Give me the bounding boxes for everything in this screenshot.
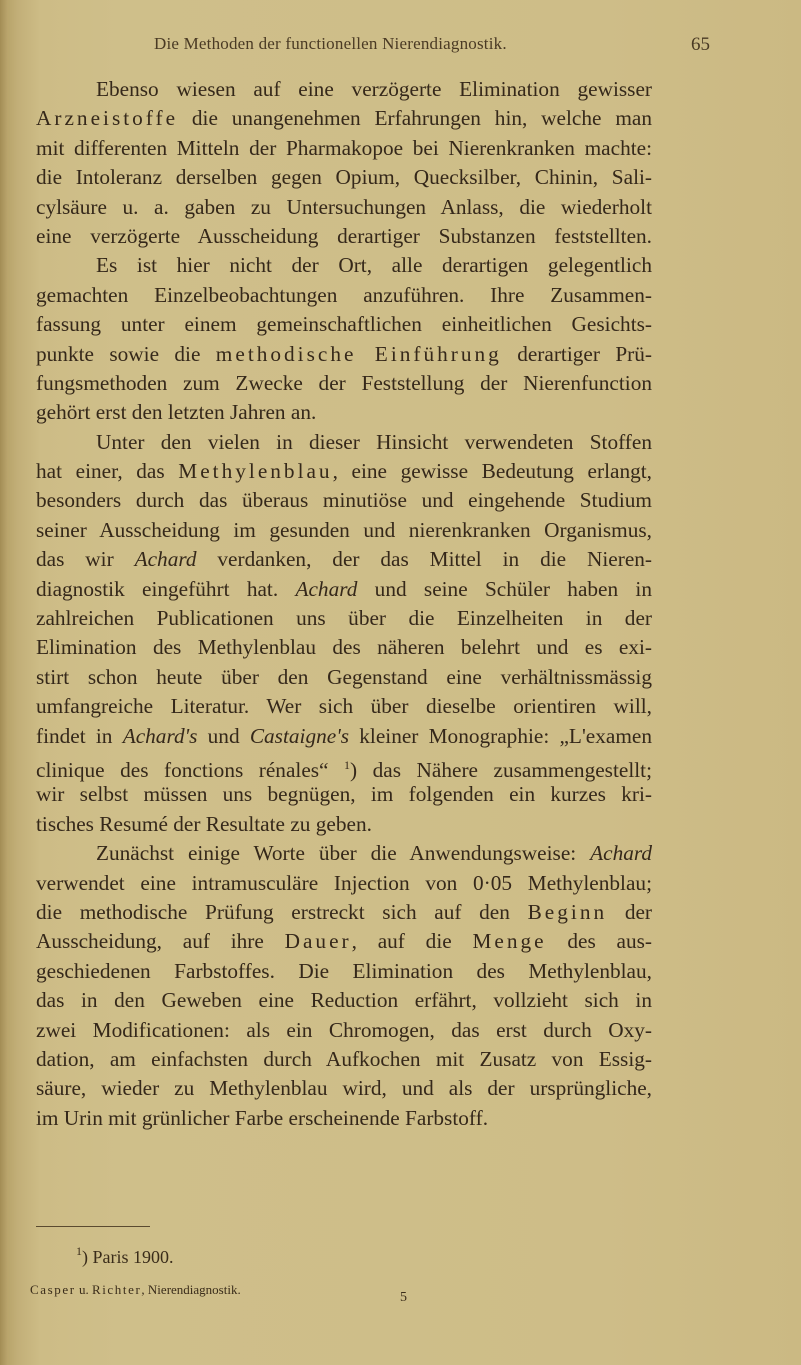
text-line: die methodische Prüfung erstreckt sich auf den Beginn der: [36, 899, 653, 924]
text-line: zwei Modificationen: als ein Chromogen, das erst durch Oxy-: [36, 1017, 652, 1042]
text-line: im Urin mit grünlicher Farbe erscheinende Farbstoff.: [36, 1105, 489, 1130]
footnote: [76, 1244, 174, 1268]
text-line: Ebenso wiesen auf eine verzögerte Elimination gewisser: [96, 77, 652, 101]
signature-author: Casper: [30, 1282, 76, 1297]
text-line: mit differenten Mitteln der Pharmakopoe bei Nierenkranken machte:: [36, 135, 652, 160]
text-line: Ausscheidung, auf ihre Dauer, auf die Menge des aus-: [36, 929, 652, 954]
text-line: diagnostik eingeführt hat. Achard und seine Schüler haben in: [36, 576, 652, 601]
author-name: Achard's: [122, 723, 198, 748]
text-line: zahlreichen Publicationen uns über die Einzelheiten in der: [36, 606, 652, 631]
footnote-text: ) Paris 1900.: [82, 1247, 174, 1267]
page-number: 65: [691, 34, 710, 55]
text-line: tisches Resumé der Resultate zu geben.: [36, 811, 372, 836]
text-line: findet in Achard's und Castaigne's kleiner Monographie: „L'examen: [36, 723, 652, 748]
text-line: Elimination des Methylenblau des näheren belehrt und es exi-: [36, 635, 652, 660]
text-line: fungsmethoden zum Zwecke der Feststellung der Nierenfunction: [36, 370, 652, 395]
text-line: eine verzögerte Ausscheidung derartiger Substanzen feststellten.: [36, 223, 652, 248]
text-line: Es ist hier nicht der Ort, alle derartigen gelegentlich: [96, 253, 652, 278]
text-line: hat einer, das Methylenblau, eine gewisse Bedeutung erlangt,: [36, 459, 652, 484]
text-line: verwendet eine intramusculäre Injection von 0·05 Methylenblau;: [36, 870, 652, 895]
running-head: [150, 34, 710, 58]
footnote-divider: [36, 1226, 150, 1227]
text-line: Unter den vielen in dieser Hinsicht verwendeten Stoffen: [96, 429, 652, 454]
text-line: die Intoleranz derselben gegen Opium, Quecksilber, Chinin, Sali-: [36, 165, 652, 190]
running-title: Die Methoden der functionellen Nierendiagnostik.: [154, 34, 507, 53]
author-name: Castaigne's: [249, 723, 350, 748]
text-line: gehört erst den letzten Jahren an.: [36, 400, 317, 425]
footnote-marker: 1: [76, 1244, 82, 1258]
author-name: Achard: [295, 576, 358, 601]
signature-author: Richter: [91, 1282, 142, 1297]
footnote-reference[interactable]: 1: [344, 757, 351, 772]
text-line: stirt schon heute über den Gegenstand eine verhältnissmässig: [36, 664, 652, 689]
author-name: Achard: [134, 547, 197, 572]
text-line: das wir Achard verdanken, der das Mittel in die Nieren-: [36, 547, 653, 572]
text-line: Zunächst einige Worte über die Anwendungsweise: Achard: [96, 841, 653, 866]
text-line: cylsäure u. a. gaben zu Untersuchungen Anlass, die wiederholt: [36, 194, 652, 219]
text-line: fassung unter einem gemeinschaftlichen einheitlichen Gesichts-: [36, 312, 652, 337]
text-line: punkte sowie die methodische Einführung derartiger Prü-: [36, 341, 652, 366]
spaced-term: Menge: [472, 929, 547, 954]
spaced-term: Beginn: [527, 899, 608, 924]
text-line: säure, wieder zu Methylenblau wird, und als der ursprüngliche,: [36, 1076, 652, 1101]
page-edge-shadow: [0, 0, 8, 1365]
spaced-term: methodische Einführung: [215, 341, 502, 366]
text-line: umfangreiche Literatur. Wer sich über dieselbe orientiren will,: [36, 694, 652, 719]
text-line: das in den Geweben eine Reduction erfährt, vollzieht sich in: [36, 988, 652, 1013]
text-line: dation, am einfachsten durch Aufkochen mit Zusatz von Essig-: [36, 1046, 652, 1071]
sheet-mark: 5: [400, 1290, 407, 1305]
text-line: Arzneistoffe die unangenehmen Erfahrungen hin, welche man: [36, 106, 652, 131]
printer-signature: Casper u. Richter, Nierendiagnostik.: [30, 1282, 241, 1297]
text-line: gemachten Einzelbeobachtungen anzuführen. Ihre Zusammen-: [36, 282, 652, 307]
spaced-term: Arzneistoffe: [36, 106, 179, 131]
body-text: [36, 75, 652, 1133]
spaced-term: Methylenblau: [178, 459, 333, 484]
text-line: clinique des fonctions rénales“ $^1$) das Nähere zusammengestellt;: [36, 757, 652, 782]
text-line: geschiedenen Farbstoffes. Die Elimination des Methylenblau,: [36, 958, 652, 983]
text-line: besonders durch das überaus minutiöse und eingehende Studium: [36, 488, 652, 513]
text-line: wir selbst müssen uns begnügen, im folgenden ein kurzes kri-: [36, 782, 652, 807]
signature-work: , Nierendiagnostik.: [141, 1282, 241, 1297]
spaced-term: Dauer: [284, 929, 352, 954]
author-name: Achard: [590, 841, 653, 866]
text-line: seiner Ausscheidung im gesunden und nierenkranken Organismus,: [36, 517, 652, 542]
